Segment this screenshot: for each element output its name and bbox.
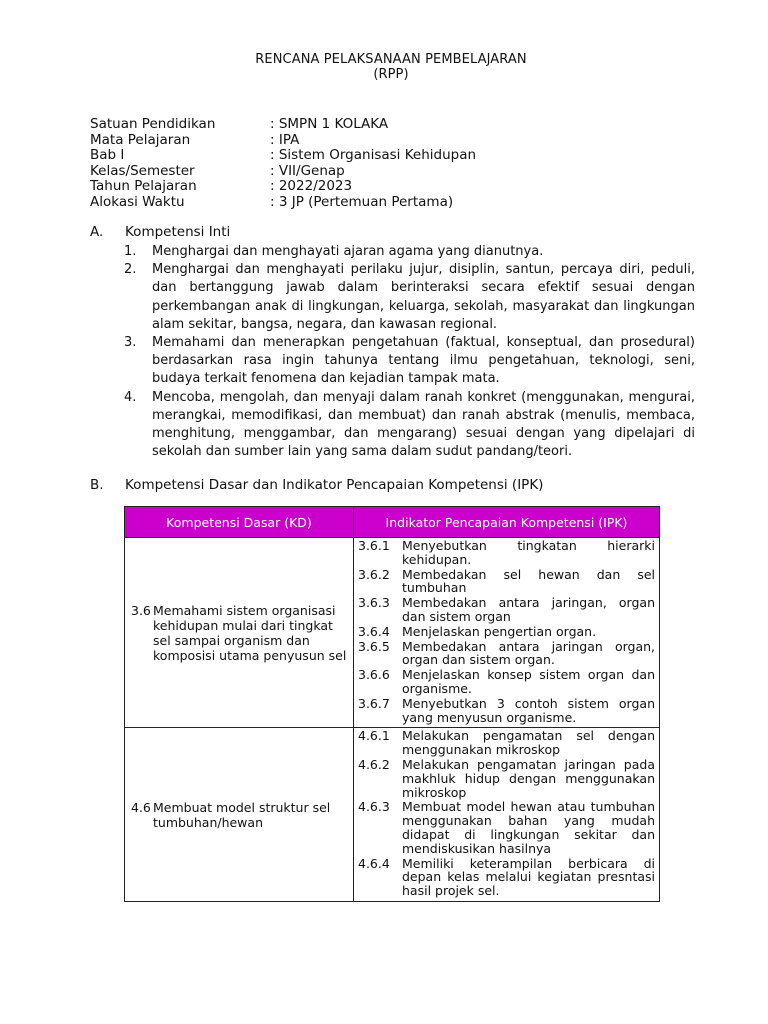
kd-code: 4.6 xyxy=(131,799,151,815)
table-row xyxy=(125,538,660,728)
ipk-text: Melakukan pengamatan sel dengan menggunakan mikroskop xyxy=(402,728,655,758)
identity-value: : VII/Genap xyxy=(270,162,345,179)
identity-row xyxy=(90,133,476,149)
identity-value: : IPA xyxy=(270,131,300,148)
list-number: 3. xyxy=(124,335,137,351)
kd-text: Memahami sistem organisasi kehidupan mulai dari tingkat sel sampai organism dan komposisi utama penyusun sel xyxy=(153,602,347,663)
identity-value: : 2022/2023 xyxy=(270,178,353,194)
ipk-text: Membedakan sel hewan dan sel tumbuhan xyxy=(402,566,655,596)
list-text: Menghargai dan menghayati ajaran agama yang dianutnya. xyxy=(152,244,544,259)
list-number: 4. xyxy=(124,389,137,405)
identity-row xyxy=(90,179,476,195)
list-item xyxy=(124,334,695,389)
identity-label: Mata Pelajaran xyxy=(90,131,191,148)
kd-text: Membuat model struktur sel tumbuhan/hewan xyxy=(153,799,331,830)
identity-value: : Sistem Organisasi Kehidupan xyxy=(270,147,477,163)
list-item xyxy=(124,243,695,261)
section-title: Kompetensi Inti xyxy=(125,224,231,240)
identity-row xyxy=(90,117,476,133)
ipk-item xyxy=(358,640,655,668)
list-text: Memahami dan menerapkan pengetahuan (faktual, konseptual, dan prosedural) berdasarkan rasa ingin tahunya tentang ilmu pengetahuan, teknologi, seni, budaya terkait fenomena dan kejadian tampak mata. xyxy=(152,335,695,387)
ipk-code: 4.6.1 xyxy=(358,728,390,744)
identity-row xyxy=(90,148,476,164)
ipk-item xyxy=(358,697,655,725)
kd-code: 3.6 xyxy=(131,602,151,618)
kd-ipk-table xyxy=(124,506,660,902)
ipk-text: Menjelaskan konsep sistem organ dan organisme. xyxy=(402,667,655,696)
ipk-item xyxy=(358,857,655,898)
kd-cell xyxy=(125,728,354,902)
identity-row xyxy=(90,195,476,211)
ipk-code: 4.6.2 xyxy=(358,756,390,772)
kompetensi-inti-list xyxy=(124,243,695,461)
ipk-code: 4.6.3 xyxy=(358,799,390,815)
list-text: Menghargai dan menghayati perilaku jujur, disiplin, santun, percaya diri, peduli, dan bertanggung jawab dalam berinteraksi secara efektif sesuai dengan perkembangan anak di lingkungan, keluarga, sekolah, masyarakat dan lingkungan alam sekitar, bangsa, negara, dan kawasan regional. xyxy=(152,262,695,332)
ipk-text: Menjelaskan pengertian organ. xyxy=(402,623,597,639)
header-ipk: Indikator Pencapaian Kompetensi (IPK) xyxy=(354,507,660,538)
ipk-text: Menyebutkan 3 contoh sistem organ yang menyusun organisme. xyxy=(402,695,655,725)
ipk-item xyxy=(358,596,655,624)
ipk-text: Menyebutkan tingkatan hierarki kehidupan. xyxy=(402,538,655,567)
ipk-code: 4.6.4 xyxy=(358,855,390,871)
list-number: 1. xyxy=(124,244,137,259)
ipk-item xyxy=(358,625,655,639)
identity-label: Tahun Pelajaran xyxy=(90,178,197,194)
ipk-text: Memiliki keterampilan berbicara di depan kelas melalui kegiatan presntasi hasil projek sel. xyxy=(402,855,655,899)
ipk-text: Membuat model hewan atau tumbuhan menggunakan bahan yang mudah didapat di lingkungan sekitar dan mendiskusikan hasilnya xyxy=(402,799,655,856)
ipk-code: 3.6.3 xyxy=(358,595,390,611)
ipk-item xyxy=(358,539,655,567)
ipk-code: 3.6.7 xyxy=(358,695,390,711)
ipk-text: Membedakan antara jaringan organ, organ dan sistem organ. xyxy=(402,638,655,668)
ipk-text: Membedakan antara jaringan, organ dan sistem organ xyxy=(402,595,655,624)
header-kd: Kompetensi Dasar (KD) xyxy=(125,507,354,538)
kd-entry xyxy=(131,800,353,830)
ipk-item xyxy=(358,729,655,757)
section-letter: B. xyxy=(90,477,104,493)
table-row xyxy=(125,728,660,902)
ipk-code: 3.6.1 xyxy=(358,538,390,553)
list-item xyxy=(124,389,695,462)
list-text: Mencoba, mengolah, dan menyaji dalam ranah konkret (menggunakan, mengurai, merangkai, memodifikasi, dan membuat) dan ranah abstrak (menulis, membaca, menghitung, menggambar, dan mengarang) sesuai dengan yang dipelajari di sekolah dan sumber lain yang sama dalam sudut pandang/teori. xyxy=(152,389,695,460)
list-item xyxy=(124,261,695,334)
identity-label: Alokasi Waktu xyxy=(90,193,185,210)
identity-row xyxy=(90,164,476,180)
identity-label: Satuan Pendidikan xyxy=(90,116,216,132)
identity-value: : 3 JP (Pertemuan Pertama) xyxy=(270,193,454,210)
ipk-text: Melakukan pengamatan jaringan pada makhluk hidup dengan menggunakan mikroskop xyxy=(402,756,655,800)
ipk-item xyxy=(358,800,655,855)
identity-label: Bab I xyxy=(90,147,125,163)
ipk-cell xyxy=(354,538,660,728)
identity-block xyxy=(90,117,476,210)
kd-cell xyxy=(125,538,354,728)
ipk-item xyxy=(358,758,655,799)
identity-label: Kelas/Semester xyxy=(90,162,195,179)
ipk-item xyxy=(358,668,655,696)
list-number: 2. xyxy=(124,262,137,278)
ipk-item xyxy=(358,568,655,596)
ipk-cell xyxy=(354,728,660,902)
kd-entry xyxy=(131,603,353,663)
ipk-code: 3.6.2 xyxy=(358,566,390,582)
ipk-code: 3.6.6 xyxy=(358,667,390,683)
section-title: Kompetensi Dasar dan Indikator Pencapaian Kompetensi (IPK) xyxy=(125,477,544,493)
table-header-row xyxy=(125,507,660,538)
document-subtitle: (RPP) xyxy=(373,67,409,82)
identity-value: : SMPN 1 KOLAKA xyxy=(270,116,389,132)
ipk-code: 3.6.5 xyxy=(358,638,390,654)
ipk-code: 3.6.4 xyxy=(358,623,390,639)
document-title: RENCANA PELAKSANAAN PEMBELAJARAN xyxy=(255,52,527,67)
section-letter: A. xyxy=(90,224,104,240)
